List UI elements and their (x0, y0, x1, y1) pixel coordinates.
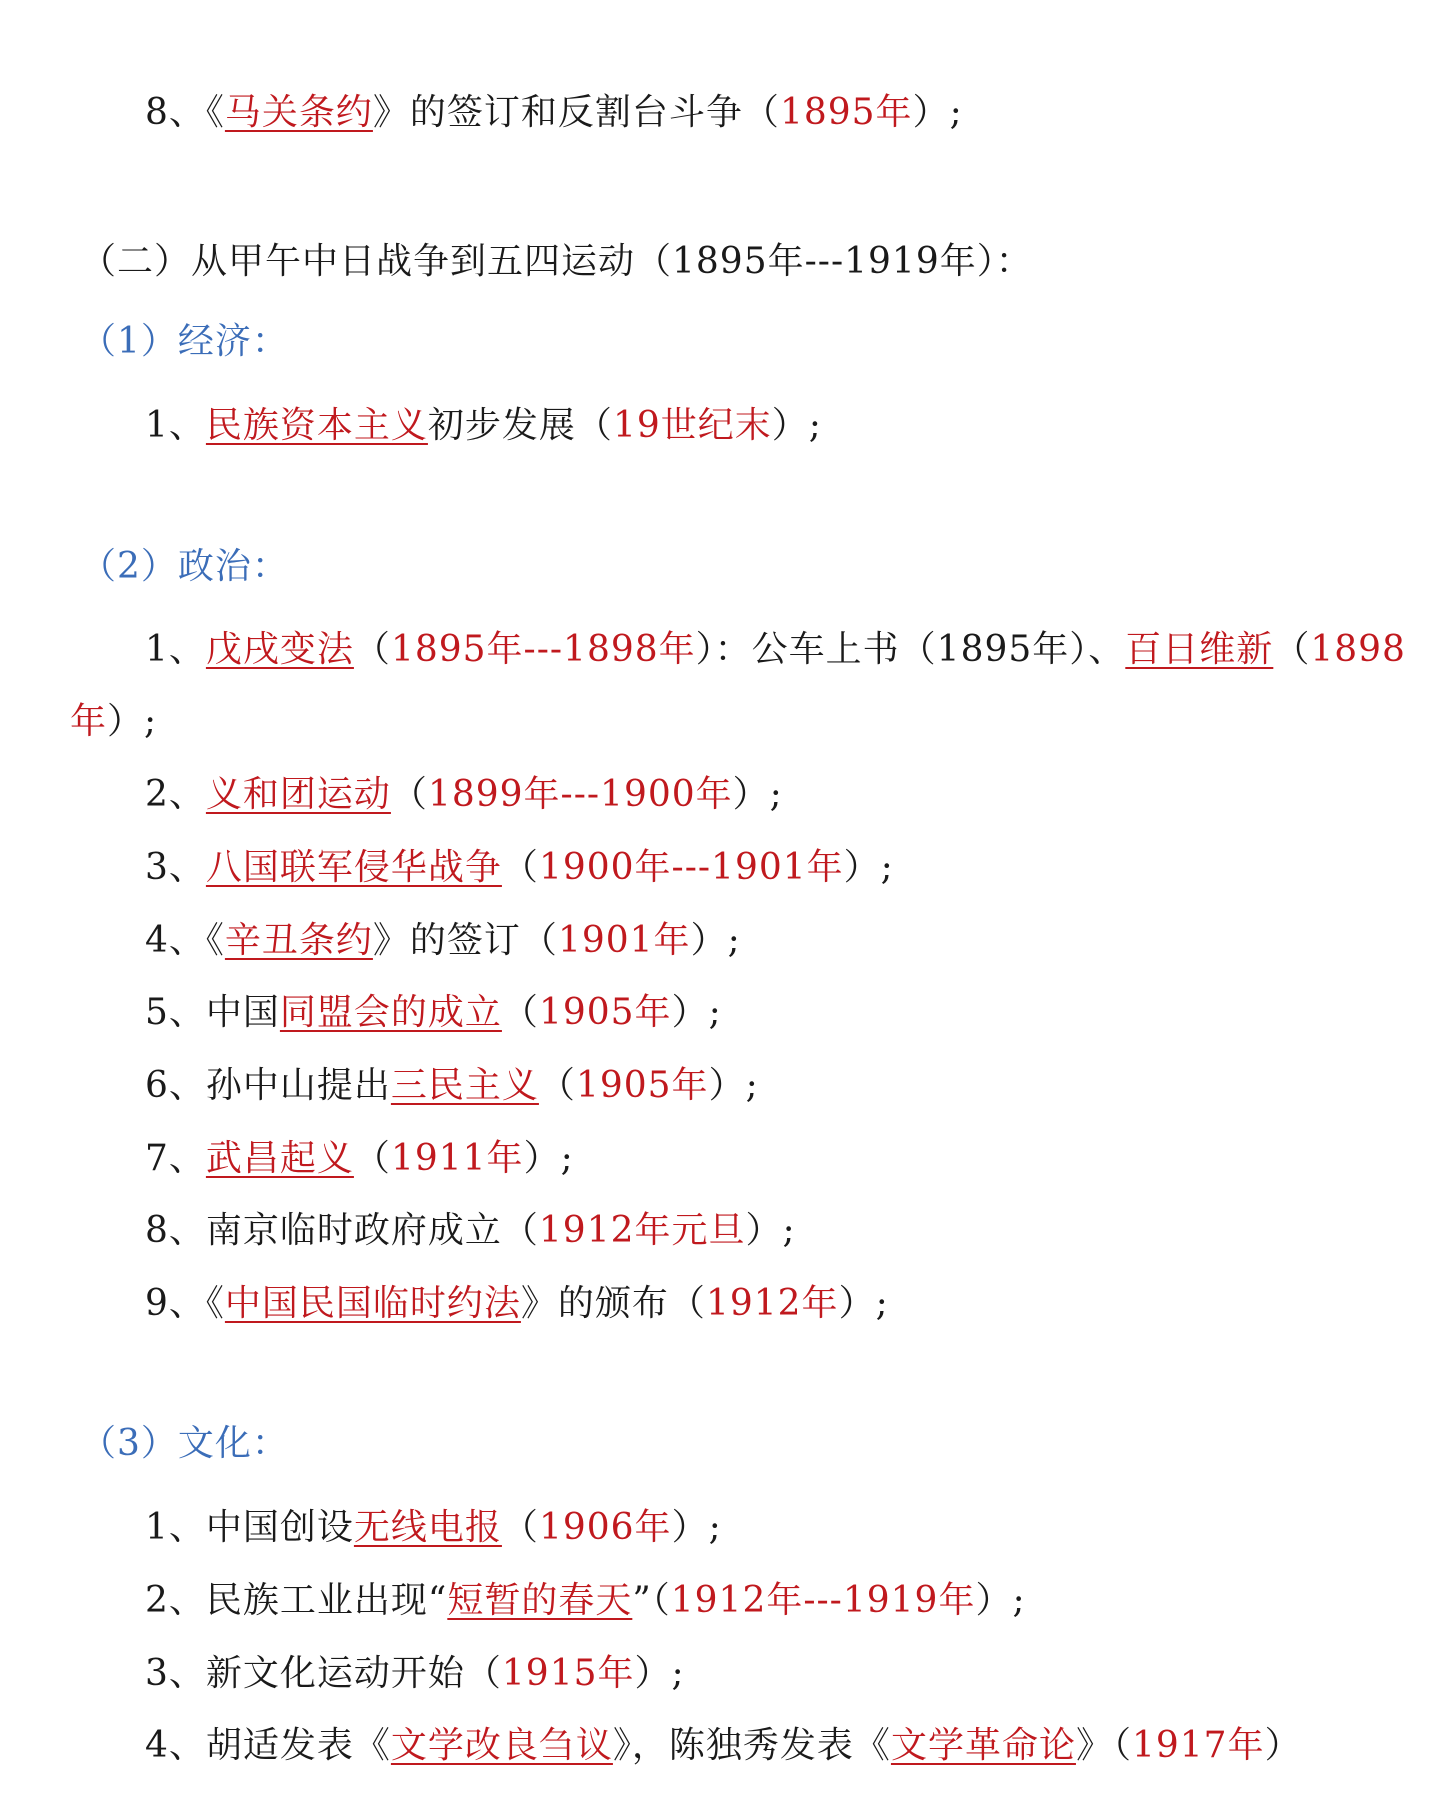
date-text: 年 (70, 701, 108, 742)
text-segment: 》的签订（ (372, 920, 558, 961)
text-segment: ）; (732, 774, 783, 815)
text-segment: ）; (107, 701, 158, 742)
text-segment: 4、胡适发表《 (145, 1725, 391, 1766)
text-segment: ）; (523, 1138, 574, 1179)
text-segment: （ (390, 774, 428, 815)
text-segment: 》的颁布（ (520, 1283, 706, 1324)
politics-item-7 (145, 1137, 574, 1181)
text-segment: ）; (838, 1283, 889, 1324)
text-segment: ）; (912, 92, 963, 133)
date-text: 1915年 (501, 1653, 635, 1694)
date-text: 1912年元旦 (538, 1210, 746, 1251)
text-segment: （ (353, 629, 391, 670)
date-text: 1911年 (390, 1138, 524, 1179)
text-segment: ）; (843, 847, 894, 888)
key-term: 短暂的春天 (447, 1580, 633, 1621)
subsection-culture (80, 1422, 289, 1466)
key-term: 无线电报 (353, 1507, 502, 1548)
politics-item-1-cont (70, 700, 157, 744)
date-text: 1898 (1310, 629, 1406, 670)
key-term: 马关条约 (224, 92, 373, 133)
date-text: 1899年---1900年 (427, 774, 733, 815)
politics-item-8 (145, 1209, 796, 1253)
date-text: 19世纪末 (612, 405, 772, 446)
text-segment: （ (501, 847, 539, 888)
date-text: 1905年 (538, 992, 672, 1033)
date-text: 1912年 (705, 1283, 839, 1324)
text-segment: 2、民族工业出现“ (145, 1580, 448, 1621)
date-text: 1901年 (557, 920, 691, 961)
text-segment: 7、 (145, 1138, 206, 1179)
culture-item-1 (145, 1506, 722, 1550)
culture-item-3 (145, 1652, 685, 1696)
text-segment: 1、 (145, 405, 206, 446)
key-term: 百日维新 (1125, 629, 1274, 670)
text-segment: 4、《 (145, 920, 225, 961)
text-segment: 》，陈独秀发表《 (612, 1725, 891, 1766)
text-segment: ）; (690, 920, 741, 961)
section-heading-2 (80, 240, 1033, 284)
text-segment: （ (501, 1507, 539, 1548)
text-segment: （ (353, 1138, 391, 1179)
key-term: 文学革命论 (890, 1725, 1076, 1766)
subsection-economy (80, 320, 289, 364)
politics-item-6 (145, 1064, 759, 1108)
date-text: 1900年---1901年 (538, 847, 844, 888)
date-text: 1917年 (1131, 1725, 1265, 1766)
text-segment: 6、孙中山提出 (145, 1065, 391, 1106)
item-treaty-shimonoseki (145, 91, 963, 135)
text-segment: （1）经济： (80, 321, 289, 362)
politics-item-4 (145, 919, 741, 963)
date-text: 1905年 (575, 1065, 709, 1106)
text-segment: ）; (745, 1210, 796, 1251)
text-segment: 9、《 (145, 1283, 225, 1324)
text-segment: 1、 (145, 629, 206, 670)
text-segment: 5、中国 (145, 992, 280, 1033)
text-segment: ） (1264, 1725, 1302, 1766)
text-segment: ）：公车上书（1895年）、 (695, 629, 1126, 670)
politics-item-2 (145, 773, 783, 817)
politics-item-5 (145, 991, 722, 1035)
text-segment: （3）文化： (80, 1423, 289, 1464)
date-text: 1895年---1898年 (390, 629, 696, 670)
politics-item-9 (145, 1282, 889, 1326)
text-segment: 》（ (1075, 1725, 1132, 1766)
culture-item-4 (145, 1724, 1302, 1768)
text-segment: ）; (634, 1653, 685, 1694)
culture-item-2 (145, 1579, 1026, 1623)
key-term: 戊戌变法 (205, 629, 354, 670)
key-term: 民族资本主义 (205, 405, 428, 446)
text-segment: ）; (708, 1065, 759, 1106)
text-segment: 1、中国创设 (145, 1507, 354, 1548)
text-segment: 初步发展（ (427, 405, 613, 446)
economy-item-1 (145, 404, 822, 448)
key-term: 同盟会的成立 (279, 992, 502, 1033)
key-term: 义和团运动 (205, 774, 391, 815)
key-term: 武昌起义 (205, 1138, 354, 1179)
text-segment: 3、 (145, 847, 206, 888)
text-segment: 8、《 (145, 92, 225, 133)
text-segment: 2、 (145, 774, 206, 815)
subsection-politics (80, 545, 289, 589)
text-segment: ）; (671, 992, 722, 1033)
text-segment: 8、南京临时政府成立（ (145, 1210, 539, 1251)
text-segment: （ (1273, 629, 1311, 670)
text-segment: ”（ (632, 1580, 671, 1621)
key-term: 中国民国临时约法 (224, 1283, 521, 1324)
date-text: 1895年 (779, 92, 913, 133)
date-text: 1906年 (538, 1507, 672, 1548)
date-text: 1912年---1919年 (670, 1580, 976, 1621)
text-segment: 》的签订和反割台斗争（ (372, 92, 780, 133)
text-segment: （二）从甲午中日战争到五四运动（1895年---1919年）： (80, 241, 1033, 282)
text-segment: （2）政治： (80, 546, 289, 587)
key-term: 辛丑条约 (224, 920, 373, 961)
text-segment: ）; (975, 1580, 1026, 1621)
text-segment: （ (501, 992, 539, 1033)
politics-item-1 (145, 628, 1406, 672)
key-term: 文学改良刍议 (390, 1725, 613, 1766)
text-segment: ）; (671, 1507, 722, 1548)
key-term: 三民主义 (390, 1065, 539, 1106)
politics-item-3 (145, 846, 894, 890)
text-segment: 3、新文化运动开始（ (145, 1653, 502, 1694)
key-term: 八国联军侵华战争 (205, 847, 502, 888)
text-segment: （ (538, 1065, 576, 1106)
text-segment: ）; (771, 405, 822, 446)
